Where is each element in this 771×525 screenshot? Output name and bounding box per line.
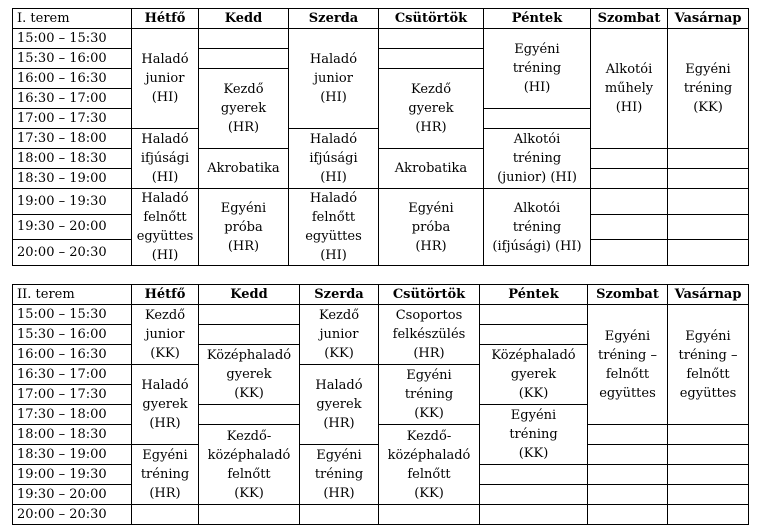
empty-cell [132, 505, 199, 525]
empty-cell [668, 189, 749, 215]
activity-cell: Haladó felnőtt együttes (HI) [132, 189, 199, 266]
time-slot: 17:00 – 17:30 [13, 109, 132, 129]
activity-cell: Középhaladó gyerek (KK) [480, 345, 588, 405]
day-header: Szombat [588, 285, 668, 305]
activity-cell: Alkotói tréning (ifjúsági) (HI) [484, 189, 591, 266]
activity-cell: Kezdő junior (KK) [132, 305, 199, 365]
empty-cell [668, 169, 749, 189]
time-row [13, 505, 749, 525]
activity-cell: Egyéni tréning – felnőtt együttes [668, 305, 749, 425]
activity-cell: Alkotói tréning (junior) (HI) [484, 129, 591, 189]
time-slot: 16:30 – 17:00 [13, 89, 132, 109]
day-header: Csütörtök [379, 9, 484, 29]
day-header: Hétfő [132, 285, 199, 305]
time-slot: 15:30 – 16:00 [13, 49, 132, 69]
empty-cell [668, 149, 749, 169]
empty-cell [668, 465, 749, 485]
day-header: Péntek [480, 285, 588, 305]
day-header: Kedd [199, 9, 289, 29]
empty-cell [199, 29, 289, 49]
day-header: Vasárnap [668, 285, 749, 305]
day-header: Péntek [484, 9, 591, 29]
activity-cell: Kezdő- középhaladó felnőtt (KK) [199, 425, 300, 505]
empty-cell [480, 465, 588, 485]
activity-cell: Egyéni tréning – felnőtt együttes [588, 305, 668, 425]
day-header: Vasárnap [668, 9, 749, 29]
activity-cell: Középhaladó gyerek (KK) [199, 345, 300, 405]
empty-cell [379, 49, 484, 69]
time-slot: 16:00 – 16:30 [13, 345, 132, 365]
activity-cell: Egyéni tréning (HR) [132, 445, 199, 505]
empty-cell [668, 485, 749, 505]
activity-cell: Egyéni tréning (HI) [484, 29, 591, 109]
empty-cell [199, 405, 300, 425]
activity-cell: Kezdő- középhaladó felnőtt (KK) [379, 425, 480, 505]
time-slot: 15:00 – 15:30 [13, 305, 132, 325]
activity-cell: Haladó felnőtt együttes (HI) [289, 189, 379, 266]
empty-cell [480, 505, 588, 525]
empty-cell [668, 425, 749, 445]
day-header: Kedd [199, 285, 300, 305]
empty-cell [588, 465, 668, 485]
time-slot: 17:00 – 17:30 [13, 385, 132, 405]
empty-cell [379, 505, 480, 525]
activity-cell: Haladó junior (HI) [289, 29, 379, 129]
empty-cell [591, 149, 668, 169]
activity-cell: Alkotói műhely (HI) [591, 29, 668, 149]
time-slot: 17:30 – 18:00 [13, 129, 132, 149]
empty-cell [300, 505, 379, 525]
empty-cell [591, 189, 668, 215]
activity-cell: Kezdő junior (KK) [300, 305, 379, 365]
empty-cell [591, 169, 668, 189]
empty-cell [588, 485, 668, 505]
day-header: Szombat [591, 9, 668, 29]
empty-cell [199, 505, 300, 525]
empty-cell [199, 325, 300, 345]
time-slot: 20:00 – 20:30 [13, 240, 132, 266]
time-row [13, 149, 749, 169]
day-header: Szerda [300, 285, 379, 305]
time-slot: 19:30 – 20:00 [13, 214, 132, 240]
empty-cell [588, 425, 668, 445]
activity-cell: Egyéni tréning (KK) [668, 29, 749, 149]
empty-cell [668, 240, 749, 266]
time-slot: 18:00 – 18:30 [13, 425, 132, 445]
empty-cell [379, 29, 484, 49]
activity-cell: Csoportos felkészülés (HR) [379, 305, 480, 365]
room2-schedule-table [12, 284, 749, 525]
activity-cell: Akrobatika [379, 149, 484, 189]
time-slot: 17:30 – 18:00 [13, 405, 132, 425]
empty-cell [668, 445, 749, 465]
empty-cell [588, 445, 668, 465]
time-slot: 19:30 – 20:00 [13, 485, 132, 505]
activity-cell: Egyéni tréning (KK) [379, 365, 480, 425]
empty-cell [480, 485, 588, 505]
activity-cell: Akrobatika [199, 149, 289, 189]
time-slot: 16:00 – 16:30 [13, 69, 132, 89]
empty-cell [480, 305, 588, 325]
time-row [13, 189, 749, 215]
activity-cell: Haladó junior (HI) [132, 29, 199, 129]
activity-cell: Egyéni tréning (HR) [300, 445, 379, 505]
activity-cell: Haladó gyerek (HR) [132, 365, 199, 445]
room-title: I. terem [13, 9, 132, 29]
time-slot: 19:00 – 19:30 [13, 465, 132, 485]
time-row [13, 305, 749, 325]
day-header: Csütörtök [379, 285, 480, 305]
room1-schedule-table [12, 8, 749, 266]
empty-cell [199, 49, 289, 69]
activity-cell: Haladó ifjúsági (HI) [132, 129, 199, 189]
empty-cell [588, 505, 668, 525]
time-slot: 20:00 – 20:30 [13, 505, 132, 525]
activity-cell: Haladó gyerek (HR) [300, 365, 379, 445]
activity-cell: Egyéni próba (HR) [379, 189, 484, 266]
empty-cell [668, 505, 749, 525]
header-row [13, 9, 749, 29]
time-slot: 16:30 – 17:00 [13, 365, 132, 385]
activity-cell: Egyéni próba (HR) [199, 189, 289, 266]
time-slot: 18:00 – 18:30 [13, 149, 132, 169]
time-slot: 15:30 – 16:00 [13, 325, 132, 345]
empty-cell [591, 240, 668, 266]
empty-cell [591, 214, 668, 240]
time-row [13, 425, 749, 445]
header-row [13, 285, 749, 305]
activity-cell: Kezdő gyerek (HR) [199, 69, 289, 149]
time-slot: 18:30 – 19:00 [13, 169, 132, 189]
empty-cell [668, 214, 749, 240]
day-header: Hétfő [132, 9, 199, 29]
activity-cell: Egyéni tréning (KK) [480, 405, 588, 465]
day-header: Szerda [289, 9, 379, 29]
empty-cell [480, 325, 588, 345]
room-title: II. terem [13, 285, 132, 305]
empty-cell [484, 109, 591, 129]
activity-cell: Haladó ifjúsági (HI) [289, 129, 379, 189]
time-slot: 18:30 – 19:00 [13, 445, 132, 465]
time-slot: 15:00 – 15:30 [13, 29, 132, 49]
time-row [13, 29, 749, 49]
empty-cell [199, 305, 300, 325]
time-slot: 19:00 – 19:30 [13, 189, 132, 215]
activity-cell: Kezdő gyerek (HR) [379, 69, 484, 149]
